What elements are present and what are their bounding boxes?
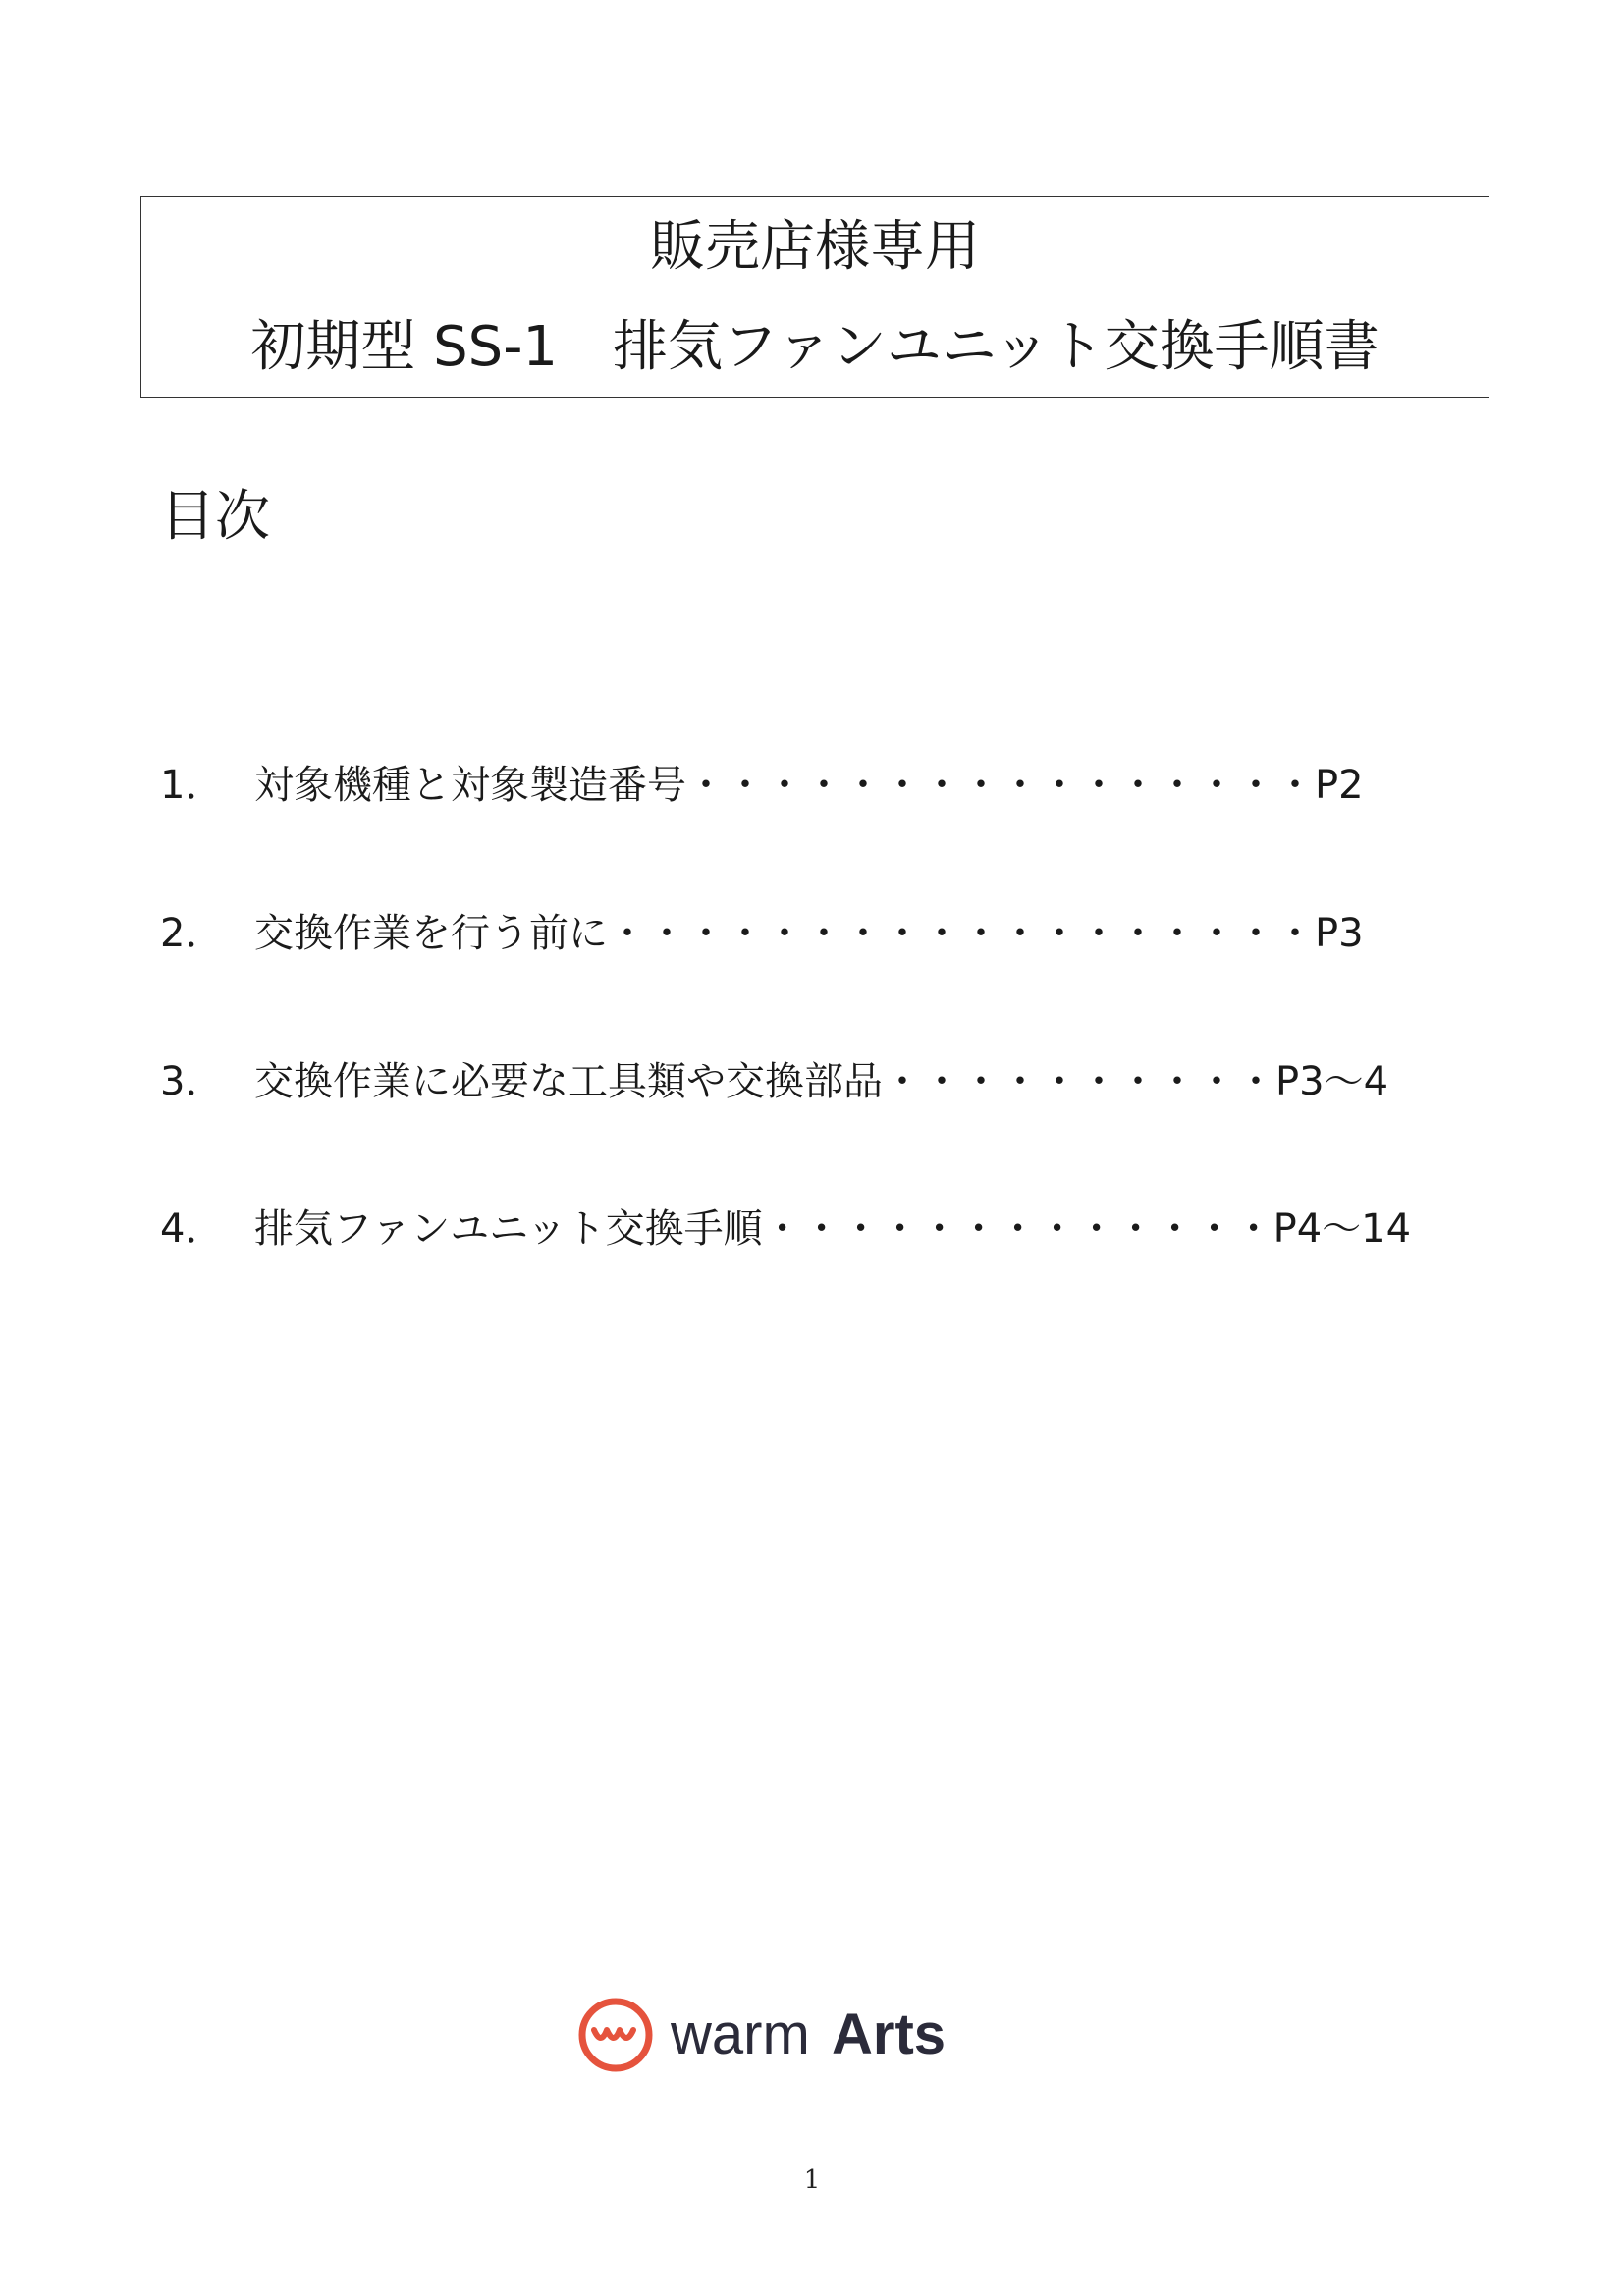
- warmarts-flame-wave-icon: [582, 2002, 649, 2068]
- toc-item-label: 交換作業に必要な工具類や交換部品: [254, 1059, 883, 1104]
- toc-item-number: 4．: [160, 1206, 225, 1252]
- document-title-box: [140, 196, 1489, 398]
- toc-item-leader: ・・・・・・・・・・: [883, 1059, 1275, 1104]
- toc-item: [160, 1200, 1411, 1258]
- toc-item-label: 交換作業を行う前に: [254, 911, 608, 956]
- toc-item-label: 対象機種と対象製造番号: [254, 763, 686, 808]
- toc-item: [160, 756, 1364, 815]
- toc-item-number: 2．: [160, 911, 225, 956]
- toc-item-leader: ・・・・・・・・・・・・・・・・: [686, 763, 1315, 808]
- toc-item-label: 排気ファンユニット交換手順: [254, 1206, 763, 1252]
- page-number: 1: [803, 2165, 821, 2195]
- logo-text-arts: Arts: [832, 2002, 947, 2066]
- toc-item-leader: ・・・・・・・・・・・・・: [762, 1206, 1273, 1252]
- toc-item: [160, 904, 1364, 963]
- logo-text-warm: warm: [671, 2002, 810, 2066]
- toc-item-number: 3．: [160, 1059, 225, 1104]
- toc-item: [160, 1052, 1388, 1111]
- document-title: 初期型 SS-1 排気ファンユニット交換手順書: [250, 315, 1380, 379]
- toc-item-page: P4～14: [1272, 1206, 1412, 1252]
- warmarts-logo: [574, 1991, 1056, 2079]
- toc-item-leader: ・・・・・・・・・・・・・・・・・・: [608, 911, 1315, 956]
- warmarts-logo-graphic: [574, 1991, 1056, 2079]
- toc-item-page: P3: [1315, 911, 1364, 956]
- toc-heading: 目次: [160, 485, 270, 549]
- document-subtitle: 販売店様専用: [650, 215, 980, 279]
- toc-item-page: P2: [1315, 763, 1364, 808]
- toc-item-number: 1．: [160, 763, 225, 808]
- toc-item-page: P3～4: [1275, 1059, 1389, 1104]
